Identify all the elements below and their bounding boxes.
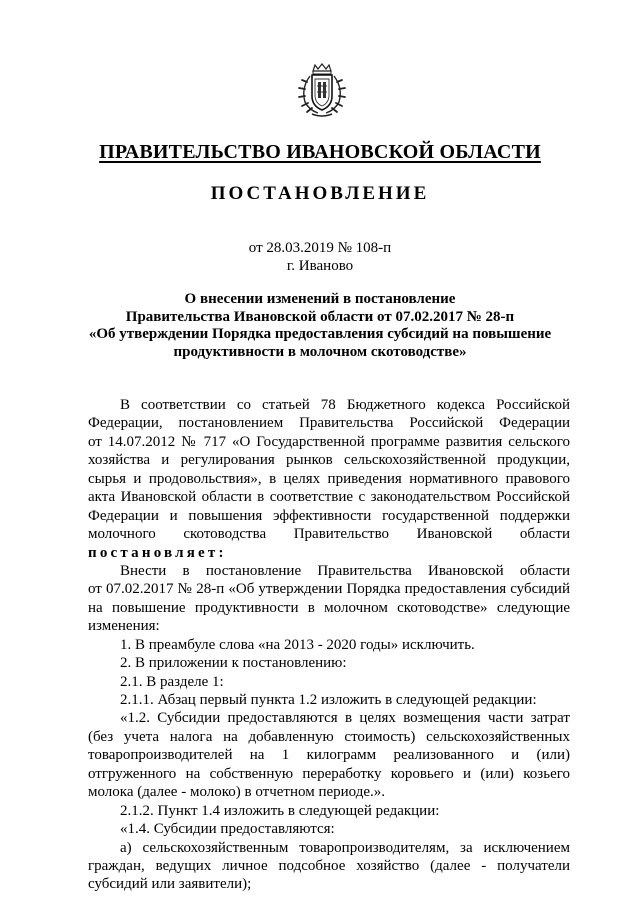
coat-of-arms-emblem: [296, 62, 348, 118]
body-line: 2. В приложении к постановлению:: [120, 655, 347, 672]
body-line: а) сельскохозяйственным товаропроизводителям, за исключением: [120, 839, 570, 856]
body-line: от 07.02.2017 № 28-п «Об утверждении Порядка предоставления субсидий: [88, 581, 570, 598]
body-line: «1.2. Субсидии предоставляются в целях возмещения части затрат: [120, 710, 570, 727]
title-line: Правительства Ивановской области от 07.02.2017 № 28-п: [125, 308, 515, 325]
body-line: сырья и продовольствия», в целях приведения нормативного правового: [88, 470, 570, 487]
body-line: акта Ивановской области в соответствие с законодательством Российской: [88, 489, 570, 506]
document-type-heading: ПОСТАНОВЛЕНИЕ: [210, 183, 430, 204]
body-line: «1.4. Субсидии предоставляются:: [120, 821, 335, 838]
body-line: молочного скотоводства Правительство Ивановской области: [88, 526, 570, 543]
body-line: субсидий или заявители);: [88, 876, 252, 893]
body-line: 2.1.2. Пункт 1.4 изложить в следующей редакции:: [120, 802, 440, 819]
body-line: на повышение продуктивности в молочном скотоводстве» следующие: [88, 599, 570, 616]
body-line: молока (далее - молоко) в отчетном периоде.».: [88, 784, 386, 801]
body-line: от 14.07.2012 № 717 «О Государственной программе развития сельского: [88, 433, 570, 450]
body-line: В соответствии со статьей 78 Бюджетного кодекса Российской: [120, 397, 570, 413]
date-and-number: от 28.03.2019 № 108-п: [248, 240, 392, 256]
body-line: граждан, ведущих личное подсобное хозяйство (далее - получатели: [88, 857, 570, 874]
body-line: хозяйства и регулирования рынков сельскохозяйственной продукции,: [88, 452, 570, 469]
body-line: Федерации, постановлением Правительства Российской Федерации: [88, 415, 570, 432]
body-line: 1. В преамбуле слова «на 2013 - 2020 годы» исключить.: [120, 636, 475, 653]
body-line: (без учета налога на добавленную стоимость) сельскохозяйственных: [88, 728, 570, 745]
body-line: Внести в постановление Правительства Ивановской области: [120, 562, 570, 579]
document-title: [70, 291, 570, 361]
title-line: продуктивности в молочном скотоводстве»: [173, 343, 467, 360]
decree-word: постановляет:: [88, 544, 227, 561]
body-line: 2.1.1. Абзац первый пункта 1.2 изложить в следующей редакции:: [120, 692, 537, 708]
body-line: Федерации и повышения эффективности государственной поддержки: [88, 507, 570, 524]
document-body: [88, 396, 570, 894]
body-line: 2.1. В разделе 1:: [120, 673, 224, 690]
body-line: товаропроизводителей на 1 килограмм реализованного и (или): [88, 747, 570, 764]
government-name-heading: ПРАВИТЕЛЬСТВО ИВАНОВСКОЙ ОБЛАСТИ: [99, 141, 541, 163]
title-line: «Об утверждении Порядка предоставления субсидий на повышение: [88, 326, 552, 342]
title-line: О внесении изменений в постановление: [184, 291, 456, 307]
body-line: отгруженного на собственную переработку коровьего и (или) козьего: [88, 765, 570, 782]
body-line: изменения:: [88, 618, 160, 635]
city-name: г. Иваново: [286, 258, 354, 274]
